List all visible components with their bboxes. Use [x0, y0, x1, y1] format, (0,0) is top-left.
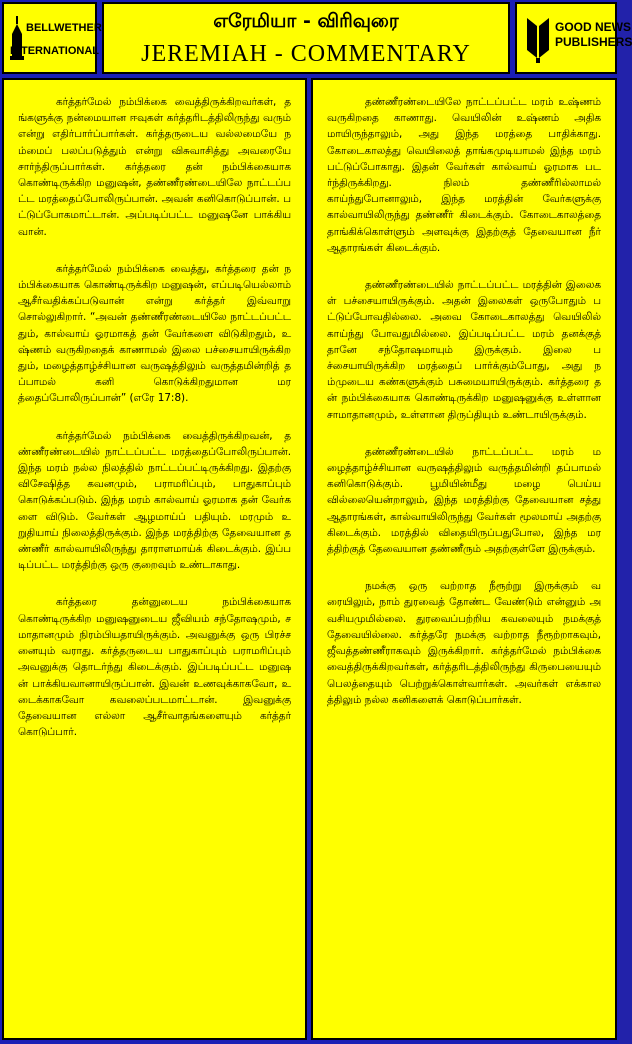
bellwether-logo-text — [10, 22, 102, 58]
paragraph: கர்த்தர்மேல் நம்பிக்கை வைத்திருக்கிறவர்கள், தங்களுக்கு நன்மையான ஈவுகள் கர்த்தரிடத்திலிருந்து வரும் என்று எதிர்பார்ப்பார்கள். கர்த்தருடைய வல்லமையே நம்மைப் பலப்படுத்தும் என்று விசுவாசித்து அவரையே சார்ந்திருப்பார்கள். கர்த்தரை தன் நம்பிக்கையாக கொண்டிருக்கிற மனுஷன், தண்ணீரண்டையிலே நாட்டப்பட்ட மரத்தைப்போலிருப்பான். அவன் கனிகொடுப்பான். பட்டுப்போகமாட்டான். அப்படிப்பட்ட மனுஷனே பாக்கியவான். — [18, 96, 291, 238]
paragraph: தண்ணீரண்டையில் நாட்டப்பட்ட மரம் மழைத்தாழ்ச்சியான வருஷத்திலும் வருத்தமின்றி தப்பாமல் கனிகொடுக்கும். பூமியின்மீது மழை பெய்யவில்லையென்றாலும், இந்த மரத்திற்கு தேவையான சத்து ஆதாரங்கள், கால்வாயிலிருந்து வேர்கள் மூலமாய் அதற்கு கிடைக்கும். மரத்தில் விதையிருப்பதுபோல, இந்த மரத்திற்குத் தேவையான தண்ணீரும் அதற்குள்ளே இருக்கும். — [327, 445, 601, 556]
good-news-logo-text — [555, 20, 632, 50]
title-english: JEREMIAH - COMMENTARY — [141, 41, 471, 67]
right-column — [311, 78, 617, 1040]
paragraph: நமக்கு ஒரு வற்றாத நீரூற்று இருக்கும் வரையிலும், நாம் துரவைத் தோண்ட வேண்டும் என்னும் அவசியமுமில்லை. துரவைப்பற்றிய கவலையும் நமக்குத் தேவையில்லை. கர்த்தரே நமக்கு வற்றாத நீரூற்றாகவும், ஜீவத்தண்ணீராகவும் இருக்கிறார். கர்த்தர்மேல் நம்பிக்கை வைத்திருக்கிறவர்கள், கர்த்தரிடத்திலிருந்து கிருபையையும் பெலத்தையும் பெற்றுக்கொள்வார்கள். அவர்கள் எக்காலத்திலும் நல்ல கனிகளைக் கொடுப்பார்கள். — [327, 580, 601, 706]
paragraph: கர்த்தர்மேல் நம்பிக்கை வைத்து, கர்த்தரை தன் நம்பிக்கையாக கொண்டிருக்கிற மனுஷன், எப்படியெல்லாம் ஆசீர்வதிக்கப்படுவான் என்று கர்த்தர் இவ்வாறு சொல்லுகிறார். “அவன் தண்ணீரண்டையிலே நாட்டப்பட்டதும், கால்வாய் ஓரமாகத் தன் வேர்களை விடுகிறதும், உஷ்ணம் வருகிறதைக் காணாமல் இலை பச்சையாயிருக்கிறதும், மழைத்தாழ்ச்சியான வருஷத்திலும் வருத்தமின்றித் தப்பாமல் கனி கொடுக்கிறதுமான மரத்தைப்போலிருப்பான்” (எரே 17:8). — [18, 262, 291, 405]
logo-line-1: GOOD NEWS — [555, 20, 632, 34]
title-tamil: எரேமியா - விரிவுரை — [213, 10, 399, 32]
good-news-logo — [515, 2, 632, 74]
paragraph: தண்ணீரண்டையிலே நாட்டப்பட்ட மரம் உஷ்ணம் வருகிறதை காணாது. வெயிலின் உஷ்ணம் அதிகமாயிருந்தாலும், அது இந்த மரத்தை பாதிக்காது. கோடைகாலத்து வெயிலைத் தாங்கமுடியாமல் இந்த மரம் பட்டுப்போகாது. இதன் வேர்கள் கால்வாய் ஓரமாக படர்ந்திருக்கிறது. நிலம் தண்ணீரில்லாமல் காய்ந்துபோனாலும், இந்த மரத்தின் வேர்களுக்கு கால்வாயிலிருந்து தண்ணீர் கிடைக்கும். கோடைகாலத்தை தாங்கிக்கொள்ளும் அளவுக்கு இதற்குத் தேவையான நீர் ஆதாரங்கள் கிடைக்கும். — [327, 96, 601, 254]
paragraph: தண்ணீரண்டையில் நாட்டப்பட்ட மரத்தின் இலைகள் பச்சையாயிருக்கும். அதன் இலைகள் ஒருபோதும் பட்டுப்போவதில்லை. அவை கோடைகாலத்து வெயிலில் காய்ந்து போவதுமில்லை. இப்படிப்பட்ட மரம் தனக்குத் தானே சந்தோஷமாயும் இருக்கும். இலை பச்சையாயிருக்கிற மரத்தைப் பார்க்கும்போது, அது நம்முடைய கண்களுக்கும் பசுமையாயிருக்கும். கர்த்தரை தன் நம்பிக்கையாக கொண்டிருக்கிற மனுஷனுக்கு உள்ளான சாமாதானமும், உள்ளான திருப்தியும் உண்டாயிருக்கும். — [327, 279, 601, 421]
logo-line-2: INTERNATIONAL — [10, 45, 100, 57]
paragraph: கர்த்தர்மேல் நம்பிக்கை வைத்திருக்கிறவன், தண்ணீரண்டையில் நாட்டப்பட்ட மரத்தைப்போலிருப்பான். இந்த மரம் நல்ல நிலத்தில் நாட்டப்பட்டிருக்கிறது. இதற்கு விசேஷித்த கவனமும், பராமரிப்பும், பாதுகாப்பும் கொடுக்கப்படும். இந்த மரம் கால்வாய் ஓரமாக தன் வேர்களை விடும். வேர்கள் ஆழமாய்ப் பதியும். மரமும் உறுதியாய் நிலைத்திருக்கும். இந்த மரத்திற்கு தேவையான தண்ணீர் கால்வாயிலிருந்து தாராளமாய்க் கிடைக்கும். இப்படிப்பட்ட மரத்திற்கு ஒரு குறைவும் உண்டாகாது. — [18, 429, 291, 572]
left-column — [2, 78, 307, 1040]
title-box — [102, 2, 510, 74]
logo-line-2: PUBLISHERS — [555, 35, 632, 49]
book-icon — [523, 16, 553, 64]
header — [2, 2, 632, 74]
paragraph: கர்த்தரை தன்னுடைய நம்பிக்கையாக கொண்டிருக்கிற மனுஷனுடைய ஜீவியம் சந்தோஷமும், சமாதானமும் நிரம்பியதாயிருக்கும். அவனுக்கு ஒரு பிரச்சனையும் வராது. கர்த்தருடைய பாதுகாப்பும் பராமரிப்பும் அவனுக்கு தொடர்ந்து கிடைக்கும். இப்படிப்பட்ட மனுஷன் பாக்கியவானாயிருப்பான். இவன் உணவுக்காகவோ, உடைக்காகவோ கவலைப்படமாட்டான். இவனுக்கு தேவையான எல்லா ஆசீர்வாதங்களையும் கர்த்தர் கொடுப்பார். — [18, 596, 291, 739]
bellwether-logo — [2, 2, 102, 74]
logo-line-1: BELLWETHER — [26, 22, 102, 34]
